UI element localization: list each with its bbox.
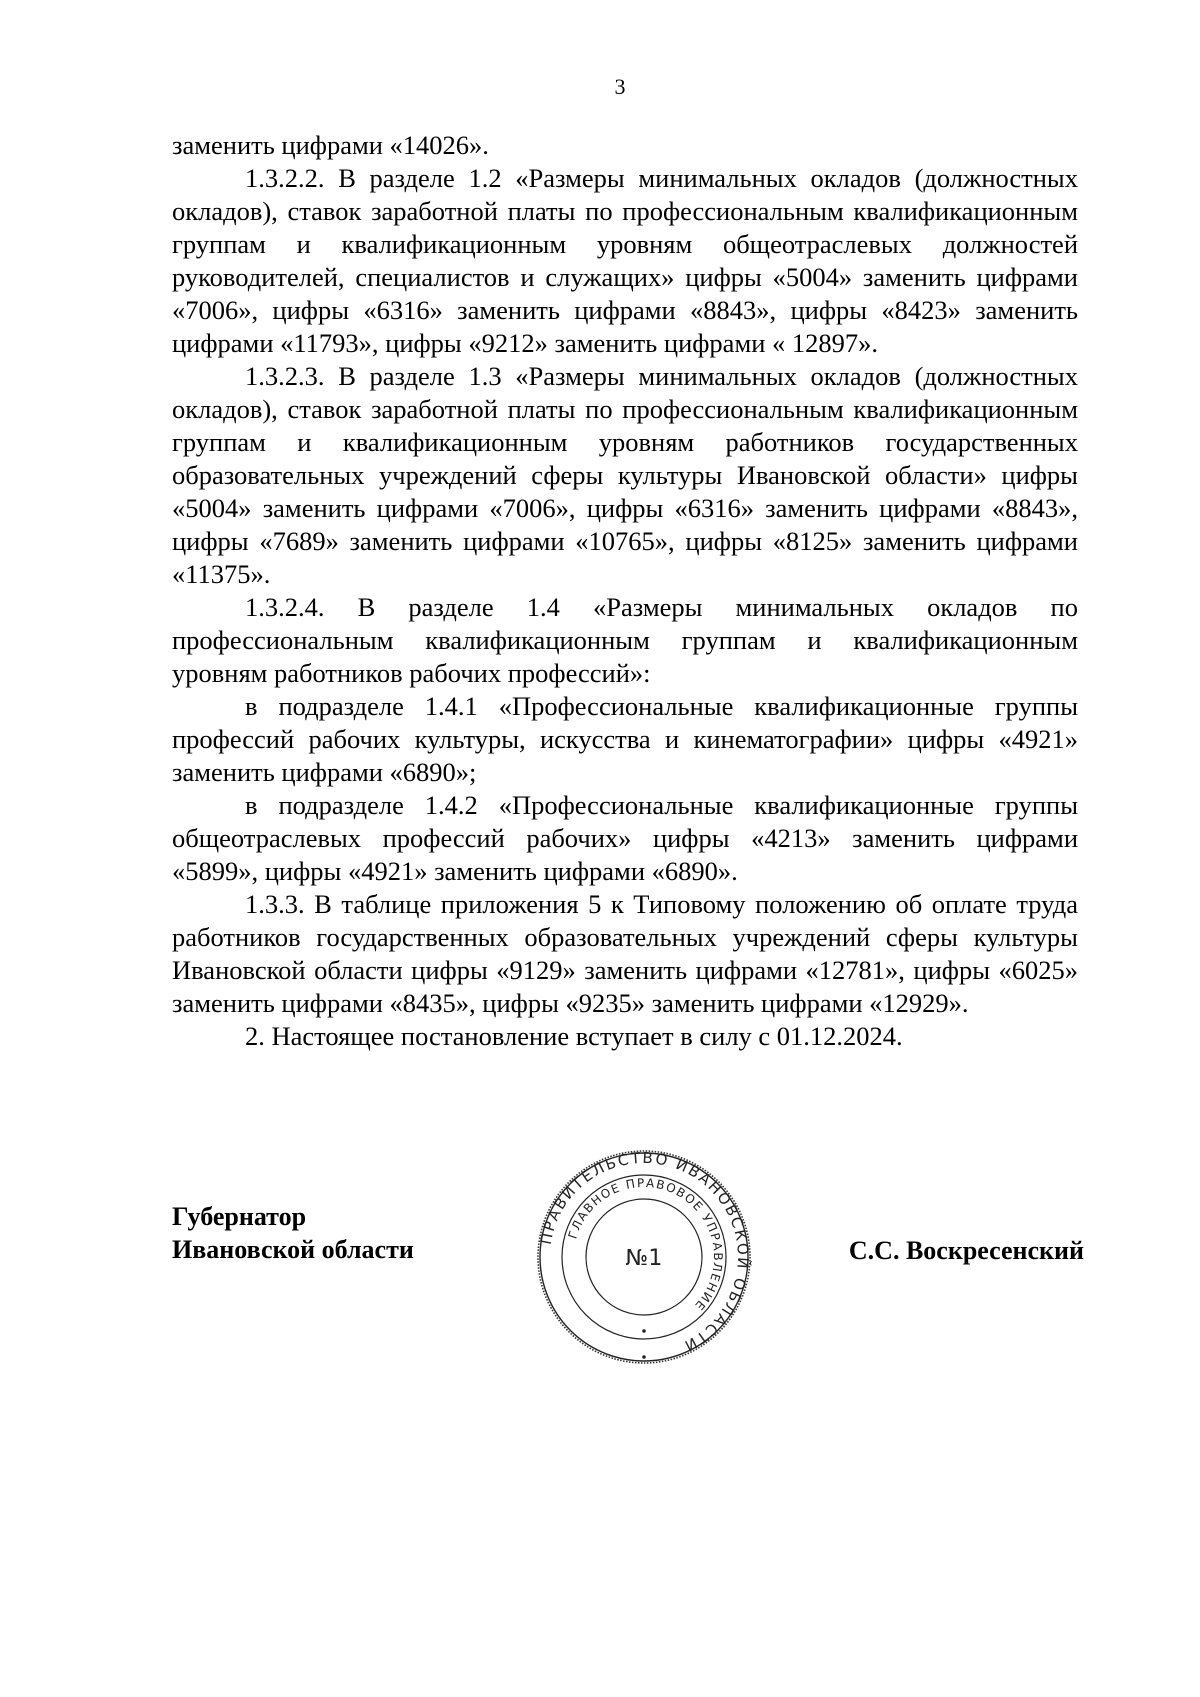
paragraph-1-3-2-2: 1.3.2.2. В разделе 1.2 «Размеры минимальных окладов (должностных окладов), ставок заработной платы по профессиональным квалификационным группам и квалификационным уровням общеотраслевых должностей руководителей, специалистов и служащих» цифры «5004» заменить цифрами «7006», цифры «6316» заменить цифрами «8843», цифры «8423» заменить цифрами «11793», цифры «9212» заменить цифрами « 12897». <box>172 163 1078 358</box>
signatory-name: С.С. Воскресенский <box>848 1236 1084 1265</box>
signatory-title <box>172 1200 414 1266</box>
paragraph-2: 2. Настоящее постановление вступает в силу с 01.12.2024. <box>245 1021 903 1051</box>
stamp-inner-text: ГЛАВНОЕ ПРАВОВОЕ УПРАВЛЕНИЕ <box>565 1175 726 1314</box>
paragraph-1-3-2-3: 1.3.2.3. В разделе 1.3 «Размеры минимальных окладов (должностных окладов), ставок заработной платы по профессиональным квалификационным группам и квалификационным уровням работников государственных образовательных учреждений сферы культуры Ивановской области» цифры «5004» заменить цифрами «7006», цифры «6316» заменить цифрами «8843», цифры «7689» заменить цифрами «10765», цифры «8125» заменить цифрами «11375». <box>172 361 1078 589</box>
stamp-center-text: №1 <box>625 1246 663 1271</box>
paragraph-1-3-2-4: 1.3.2.4. В разделе 1.4 «Размеры минимальных окладов по профессиональным квалификационным группам и квалификационным уровням работников рабочих профессий»: <box>172 592 1078 688</box>
signatory-title-line1: Губернатор <box>172 1202 307 1231</box>
paragraph-subsection-1-4-2: в подразделе 1.4.2 «Профессиональные квалификационные группы общеотраслевых профессий рабочих» цифры «4213» заменить цифрами «5899», цифры «4921» заменить цифрами «6890». <box>172 790 1078 886</box>
official-stamp <box>534 1147 754 1367</box>
document-body <box>172 129 1078 1053</box>
stamp-outer-text: ПРАВИТЕЛЬСТВО ИВАНОВСКОЙ ОБЛАСТИ <box>536 1148 753 1356</box>
page-number: 3 <box>614 74 626 99</box>
signatory-title-line2: Ивановской области <box>172 1235 414 1264</box>
paragraph-continuation: заменить цифрами «14026». <box>172 130 489 160</box>
paragraph-subsection-1-4-1: в подразделе 1.4.1 «Профессиональные квалификационные группы профессий рабочих культуры, искусства и кинематографии» цифры «4921» заменить цифрами «6890»; <box>172 691 1078 787</box>
paragraph-1-3-3: 1.3.3. В таблице приложения 5 к Типовому положению об оплате труда работников государственных образовательных учреждений сферы культуры Ивановской области цифры «9129» заменить цифрами «12781», цифры «6025» заменить цифрами «8435», цифры «9235» заменить цифрами «12929». <box>172 889 1078 1018</box>
